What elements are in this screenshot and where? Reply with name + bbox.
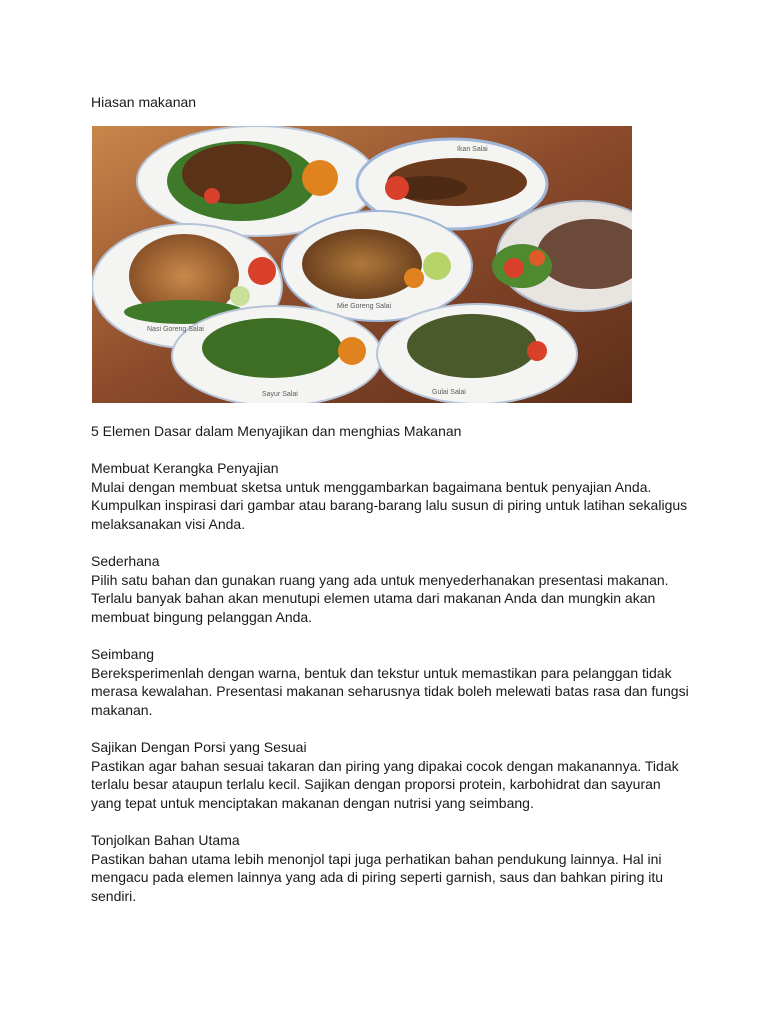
section-bahan-utama [91,831,691,905]
main-heading: 5 Elemen Dasar dalam Menyajikan dan menghias Makanan [91,423,462,439]
section-title: Membuat Kerangka Penyajian [91,460,279,477]
plate-label-mie: Mie Goreng Salai [337,303,392,310]
section-porsi [91,738,691,812]
plate-label-ikan: Ikan Salai [457,146,488,153]
section-body: Pilih satu bahan dan gunakan ruang yang ada untuk menyederhanakan presentasi makanan. Terlalu banyak bahan akan menutupi elemen utama dari makanan Anda dan mungkin akan membuat bingung pelanggan Anda. [91,571,669,625]
section-body: Mulai dengan membuat sketsa untuk menggambarkan bagaimana bentuk penyajian Anda. Kumpulkan inspirasi dari gambar atau barang-barang lalu susun di piring untuk latihan sekaligus melaksanakan visi Anda. [91,478,688,532]
section-title: Sajikan Dengan Porsi yang Sesuai [91,739,307,756]
section-body: Pastikan bahan utama lebih menonjol tapi juga perhatikan bahan pendukung lainnya. Hal ini mengacu pada elemen lainnya yang ada di piring seperti garnish, saus dan bahkan piring itu sendiri. [91,850,664,904]
section-seimbang [91,645,691,719]
section-body: Pastikan agar bahan sesuai takaran dan piring yang dipakai cocok dengan makanannya. Tidak terlalu besar ataupun terlalu kecil. Sajikan dengan proporsi protein, karbohidrat dan sayuran yang tepat untuk menciptakan makanan dengan nutrisi yang seimbang. [91,757,679,811]
plate-label-nasi: Nasi Goreng Salai [147,326,204,333]
section-sederhana [91,552,691,626]
document-content [91,422,691,924]
food-plates-photo [92,126,632,403]
section-title: Tonjolkan Bahan Utama [91,832,240,849]
document-title: Hiasan makanan [91,94,197,110]
section-title: Sederhana [91,553,160,570]
section-body: Bereksperimenlah dengan warna, bentuk dan tekstur untuk memastikan para pelanggan tidak merasa kewalahan. Presentasi makanan seharusnya tidak boleh melewati batas rasa dan fungsi makanan. [91,664,689,718]
food-photo-illustration [92,126,632,403]
section-kerangka [91,459,691,533]
plate-label-gulai: Gulai Salai [432,389,466,396]
section-title: Seimbang [91,646,155,663]
plate-label-sayur: Sayur Salai [262,391,298,398]
